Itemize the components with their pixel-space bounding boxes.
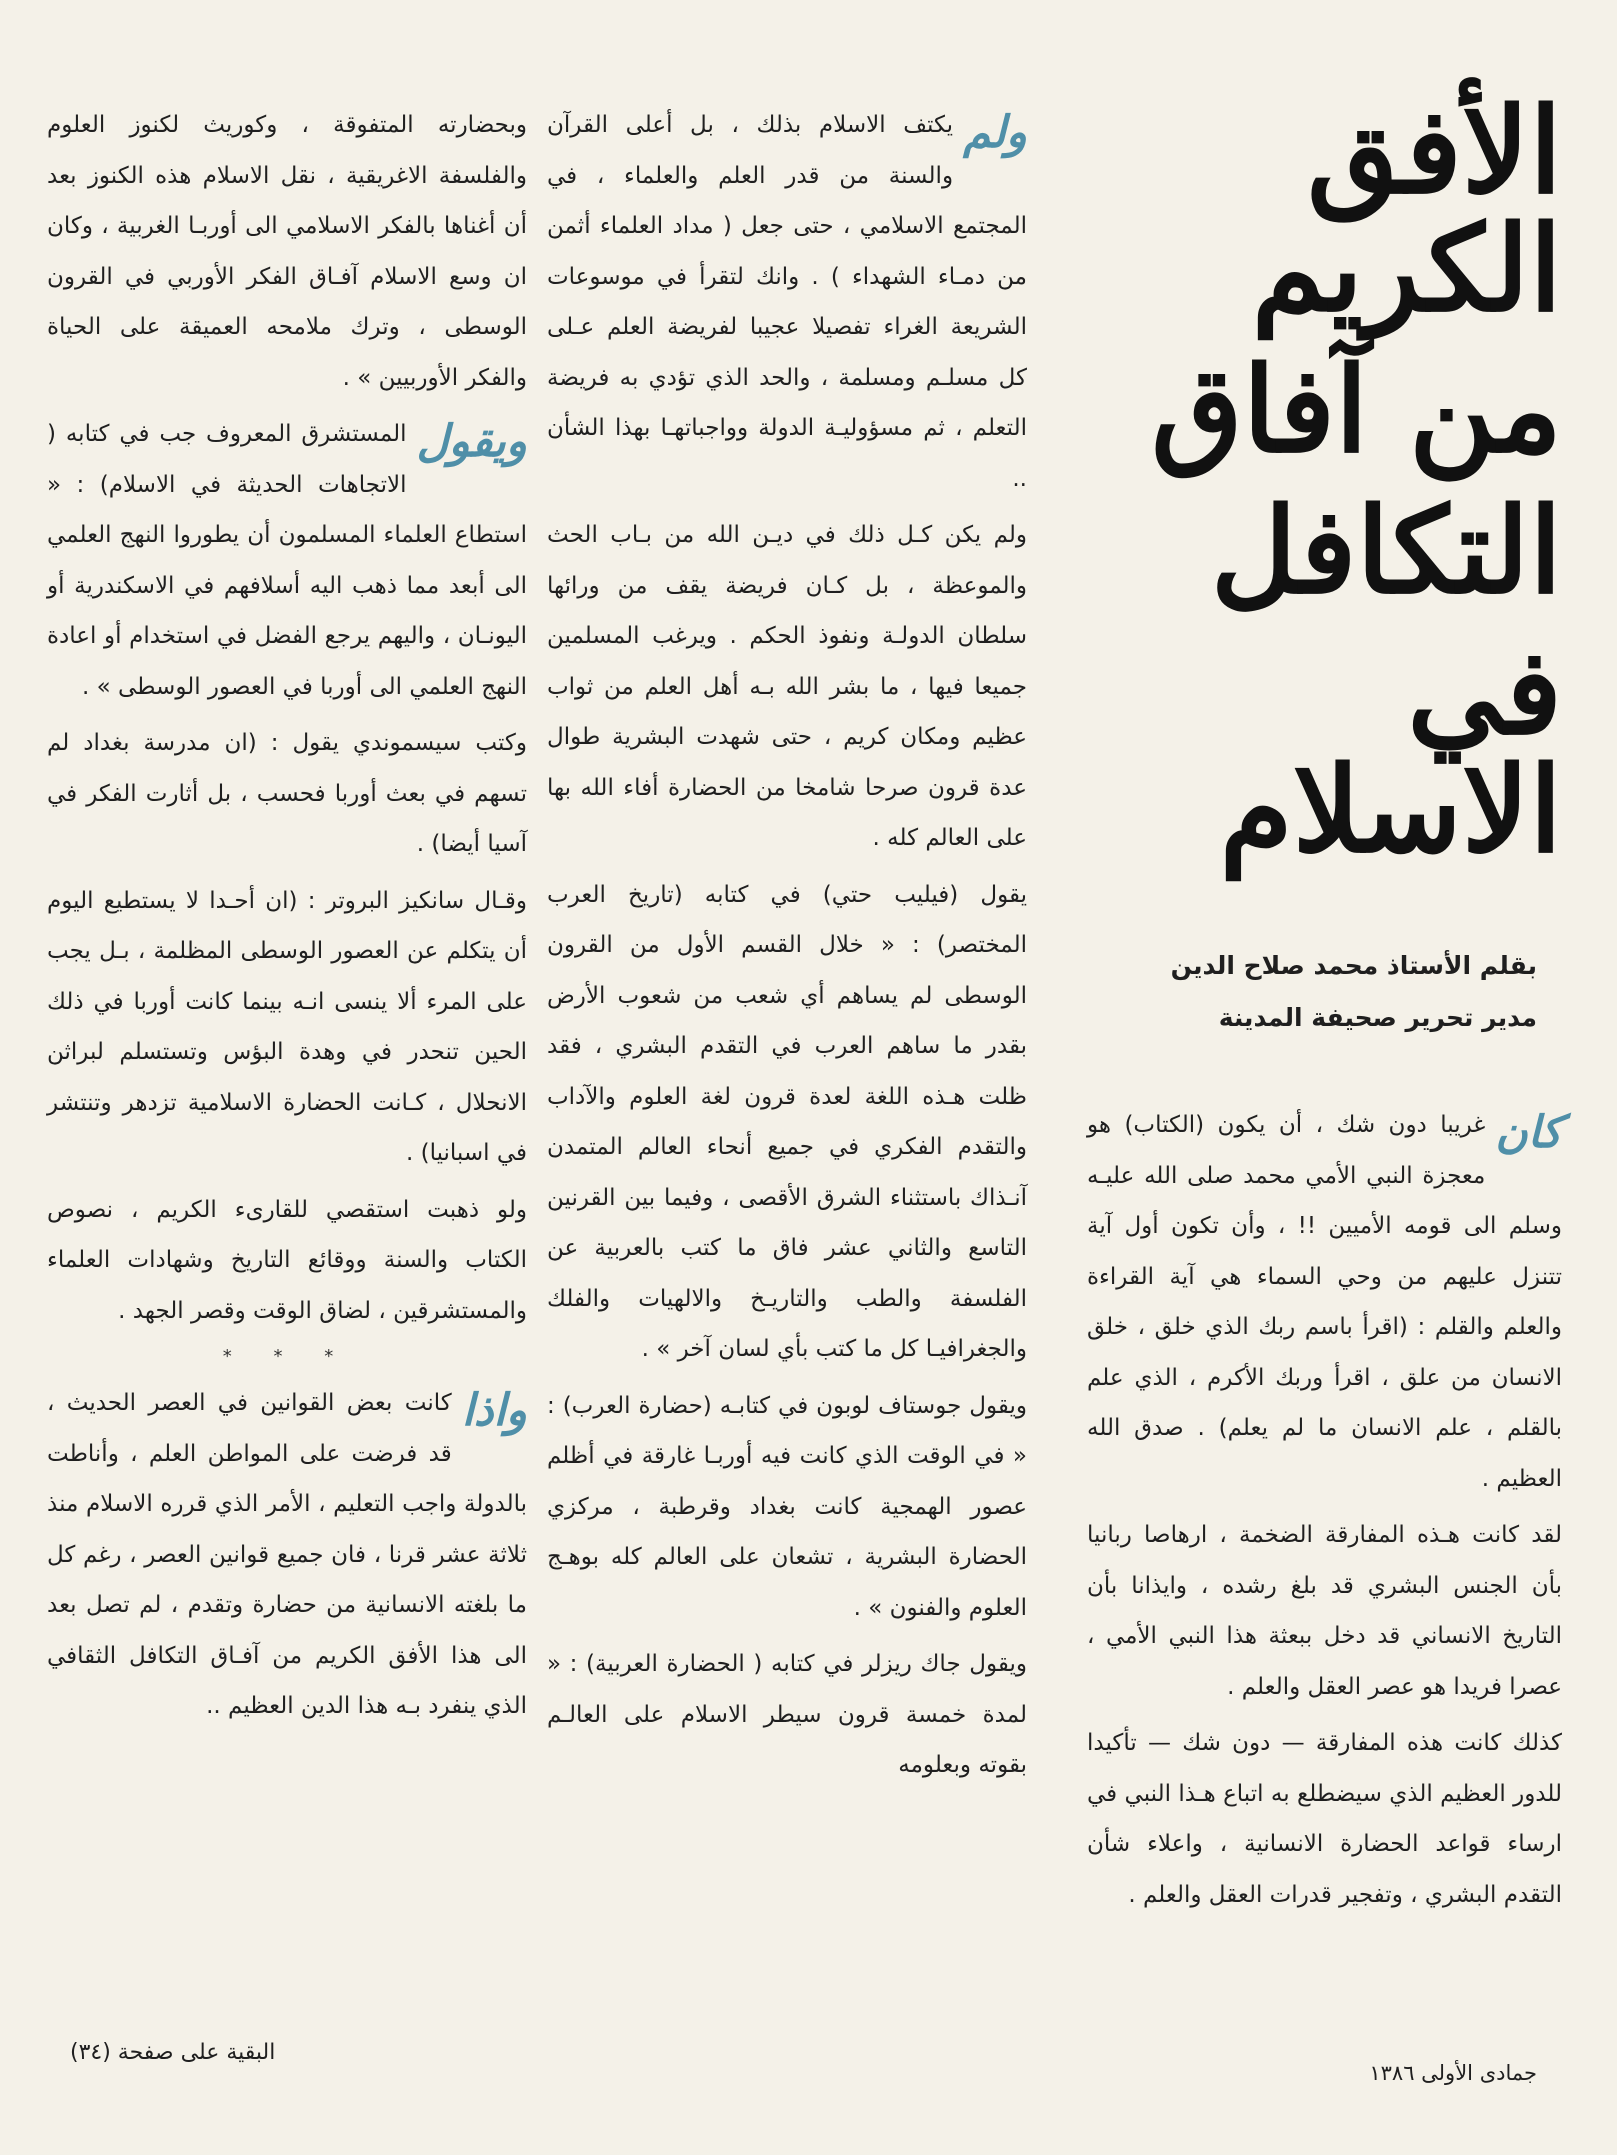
byline-author: بقلم الأستاذ محمد صلاح الدين [1170, 951, 1537, 980]
article-title [1087, 80, 1562, 880]
section-separator: * * * [222, 1346, 352, 1367]
paragraph: كذلك كانت هذه المفارقة — دون شك — تأكيدا للدور العظيم الذي سيضطلع به اتباع هـذا النبي في ارساء قواعد الحضارة الانسانية ، واعلاء شأن التقدم البشري ، وتفجير قدرات العقل والعلم . [1087, 1730, 1562, 1908]
title-line-3: التكافل [1210, 480, 1562, 620]
paragraph: ولم يكتف الاسلام بذلك ، بل أعلى القرآن والسنة من قدر العلم والعلماء ، في المجتمع الاسلامي ، حتى جعل ( مداد العلماء أثمن من دمـاء الشهداء ) . وانك لتقرأ في موسوعات الشريعة الغراء تفصيلا عجيبا لفريضة العلم عـلى كل مسلـم ومسلمة ، والحد الذي تؤدي به فريضة التعلم ، ثم مسؤوليـة الدولة وواجباتهـا بهذا الشأن .. [547, 100, 1027, 504]
paragraph: لقد كانت هـذه المفارقة الضخمة ، ارهاصا ربانيا بأن الجنس البشري قد بلغ رشده ، وايذانا بأن التاريخ الانساني قد دخل ببعثة هذا النبي الأمي ، عصرا فريدا هو عصر العقل والعلم . [1087, 1522, 1562, 1700]
column-1 [1087, 1100, 1562, 1926]
column-3 [47, 100, 527, 1738]
paragraph: ويقول المستشرق المعروف جب في كتابه ( الاتجاهات الحديثة في الاسلام) : « استطاع العلماء المسلمون أن يطوروا النهج العلمي الى أبعد مما ذهب اليه أسلافهم في الاسكندرية أو اليونـان ، واليهم يرجع الفضل في استخدام أو اعادة النهج العلمي الى أوربا في العصور الوسطى » . [47, 409, 527, 712]
title-line-1: الأفق الكريم [1251, 80, 1562, 338]
byline [1097, 940, 1537, 1044]
paragraph: يقول (فيليب حتي) في كتابه (تاريخ العرب المختصر) : « خلال القسم الأول من القرون الوسطى لم يساهم أي شعب من شعوب الأرض بقدر ما ساهم العرب في التقدم البشري ، فقد ظلت هـذه اللغة لعدة قرون لغة العلوم والآداب والتقدم الفكري في جميع أنحاء العالم المتمدن آنـذاك باستثناء الشرق الأقصى ، وفيما بين القرنين التاسع والثاني عشر فاق ما كتب بالعربية عن الفلسفة والطب والتاريـخ والالهيات والفلك والجغرافيـا كل ما كتب بأي لسان آخر » . [547, 881, 1027, 1362]
paragraph: ولو ذهبت استقصي للقارىء الكريم ، نصوص الكتاب والسنة ووقائع التاريخ وشهادات العلماء والمستشرقين ، لضاق الوقت وقصر الجهد . [47, 1196, 527, 1324]
column-2 [547, 100, 1027, 1797]
byline-position: مدير تحرير صحيفة المدينة [1218, 1003, 1537, 1032]
title-line-4: في الاسلام [1219, 621, 1562, 879]
paragraph: وبحضارته المتفوقة ، وكوريث لكنوز العلوم والفلسفة الاغريقية ، نقل الاسلام هذه الكنوز بعد أن أغناها بالفكر الاسلامي الى أوربـا الغربية ، وكان ان وسع الاسلام آفـاق الفكر الأوربي في القرون الوسطى ، وترك ملامحه العميقة على الحياة والفكر الأوربيين » . [47, 112, 527, 391]
drop-cap: كان [1495, 1107, 1562, 1158]
paragraph: ولم يكن كـل ذلك في ديـن الله من بـاب الحث والموعظة ، بل كـان فريضة يقف من ورائها سلطان الدولـة ونفوذ الحكم . ويرغب المسلمين جميعا فيها ، ما بشر الله بـه أهل العلم من ثواب عظيم ومكان كريم ، حتى شهدت البشرية طوال عدة قرون صرحا شامخا من الحضارة أفاء الله بها على العالم كله . [547, 522, 1027, 851]
drop-cap: ويقول [416, 416, 527, 467]
drop-cap: ولم [963, 107, 1027, 158]
paragraph: كان غريبا دون شك ، أن يكون (الكتاب) هو معجزة النبي الأمي محمد صلى الله عليـه وسلم الى قومه الأميين !! ، وأن تكون أول آية تتنزل عليهم من وحي السماء هي آية القراءة والعلم والقلم : (اقرأ باسم ربك الذي خلق ، خلق الانسان من علق ، اقرأ وربك الأكرم ، الذي علم بالقلم ، علم الانسان ما لم يعلم) . صدق الله العظيم . [1087, 1100, 1562, 1504]
continued-note: البقية على صفحة (٣٤) [70, 2040, 276, 2065]
paragraph: واذا كانت بعض القوانين في العصر الحديث ، قد فرضت على المواطن العلم ، وأناطت بالدولة واجب التعليم ، الأمر الذي قرره الاسلام منذ ثلاثة عشر قرنا ، فان جميع قوانين العصر ، رغم كل ما بلغته الانسانية من حضارة وتقدم ، لم تصل بعد الى هذا الأفق الكريم من آفـاق التكافل الثقافي الذي ينفرد بـه هذا الدين العظيم .. [47, 1378, 527, 1732]
paragraph: وكتب سيسموندي يقول : (ان مدرسة بغداد لم تسهم في بعث أوربا فحسب ، بل أثارت الفكر في آسيا أيضا) . [47, 730, 527, 857]
drop-cap: واذا [461, 1385, 527, 1436]
paragraph: ويقول جوستاف لوبون في كتابـه (حضارة العرب) : « في الوقت الذي كانت فيه أوربـا غارقة في أظلم عصور الهمجية كانت بغداد وقرطبة ، مركزي الحضارة البشرية ، تشعان على العالم كله بوهـج العلوم والفنون » . [547, 1392, 1027, 1621]
issue-date: جمادى الأولى ١٣٨٦ [1369, 2061, 1537, 2085]
paragraph: وقـال سانكيز البروتر : (ان أحـدا لا يستطيع اليوم أن يتكلم عن العصور الوسطى المظلمة ، بـل يجب على المرء ألا ينسى انـه بينما كانت أوربا في ذلك الحين تنحدر في وهدة البؤس وتستسلم لبراثن الانحلال ، كـانت الحضارة الاسلامية تزدهر وتنتشر في اسبانيا) . [47, 887, 527, 1166]
paragraph: ويقول جاك ريزلر في كتابه ( الحضارة العربية) : « لمدة خمسة قرون سيطر الاسلام على العالـم بقوته وبعلومه [547, 1651, 1027, 1778]
title-line-2: من آفاق [1151, 339, 1562, 479]
